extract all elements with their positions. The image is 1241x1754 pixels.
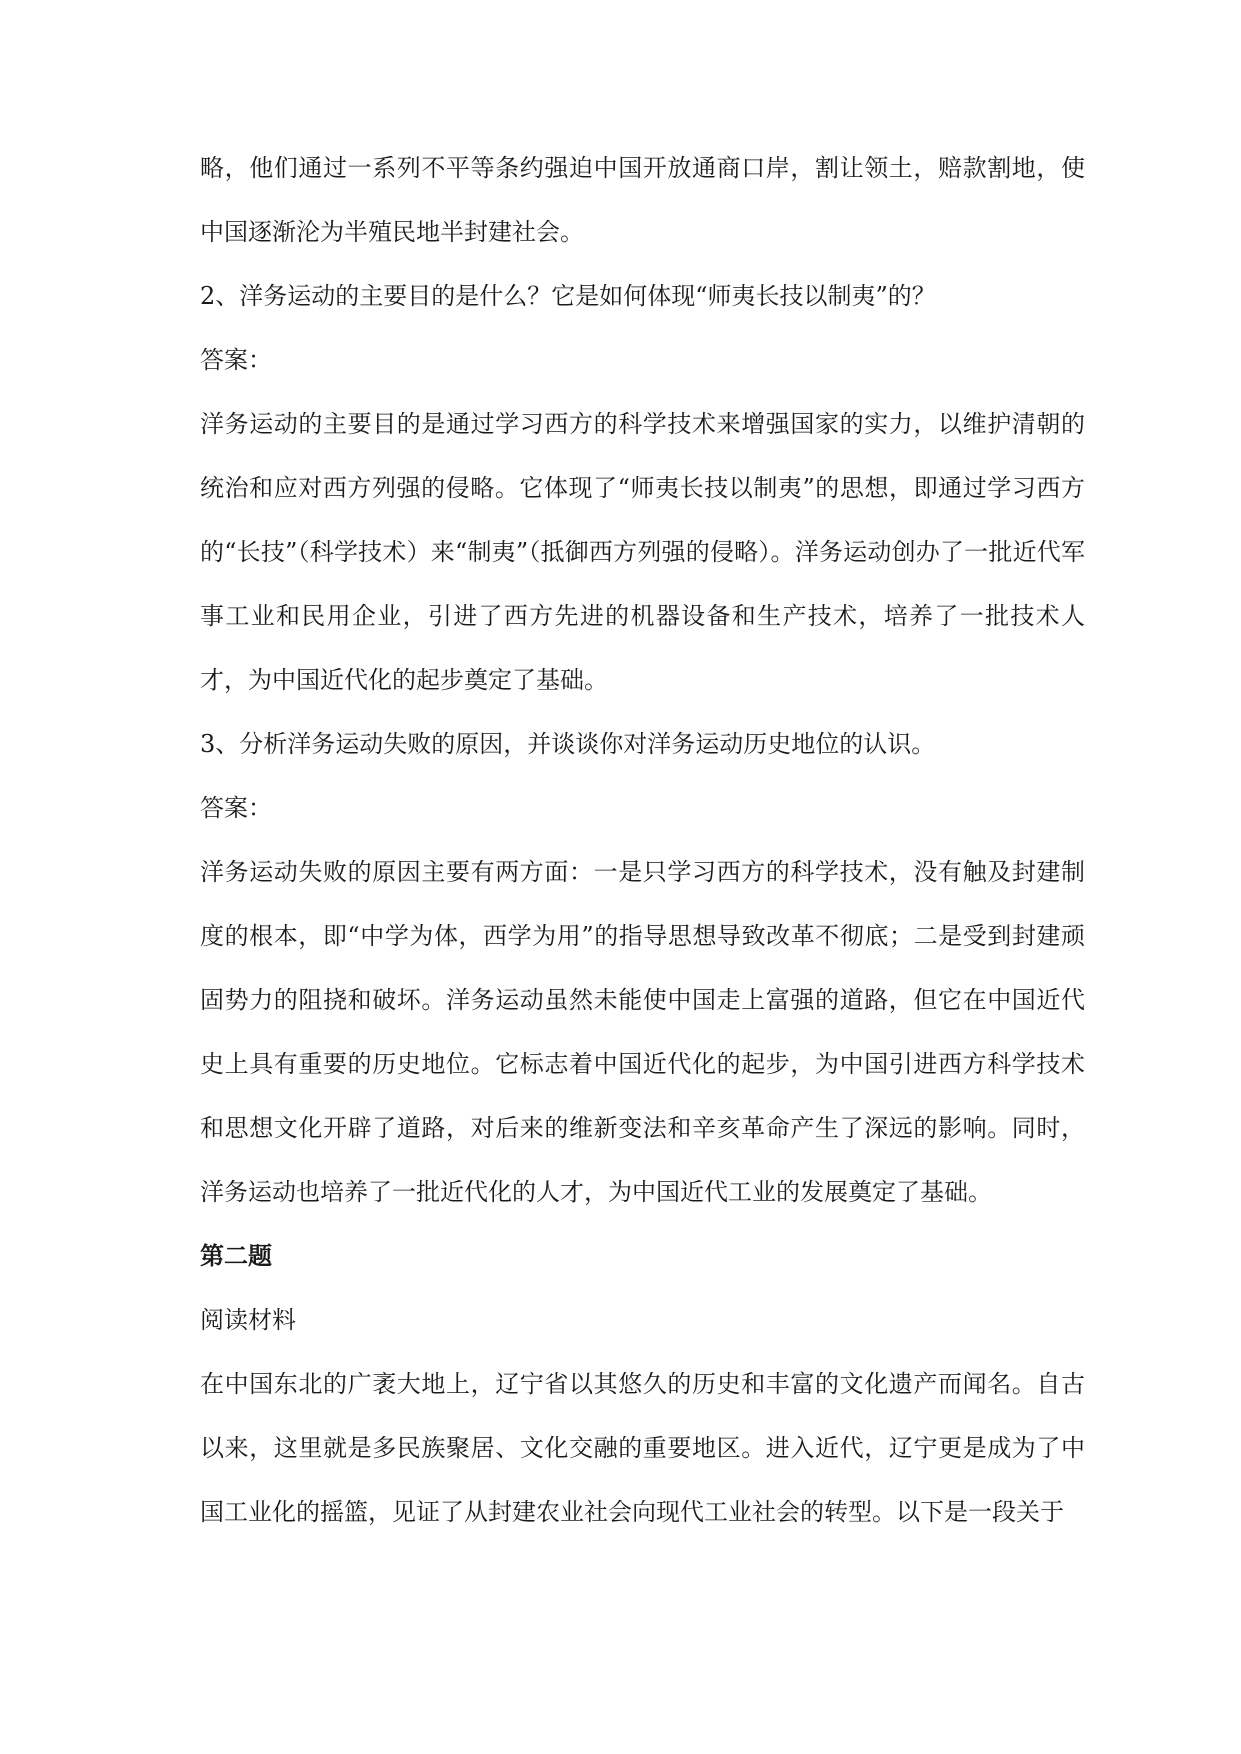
paragraph-continuation: 略，他们通过一系列不平等条约强迫中国开放通商口岸，割让领土，赔款割地，使中国逐渐沦为半殖民地半封建社会。 <box>200 154 1085 246</box>
answer-label-3: 答案： <box>200 794 272 822</box>
question-3: 3、分析洋务运动失败的原因，并谈谈你对洋务运动历史地位的认识。 <box>200 730 936 758</box>
section-heading-2: 第二题 <box>200 1242 272 1270</box>
reading-material-label: 阅读材料 <box>200 1306 296 1334</box>
document-body <box>200 136 1085 1544</box>
reading-material-text: 在中国东北的广袤大地上，辽宁省以其悠久的历史和丰富的文化遗产而闻名。自古以来，这里就是多民族聚居、文化交融的重要地区。进入近代，辽宁更是成为了中国工业化的摇篮，见证了从封建农业社会向现代工业社会的转型。以下是一段关于 <box>200 1370 1085 1526</box>
answer-3: 洋务运动失败的原因主要有两方面：一是只学习西方的科学技术，没有触及封建制度的根本，即“中学为体，西学为用”的指导思想导致改革不彻底；二是受到封建顽固势力的阻挠和破坏。洋务运动虽然未能使中国走上富强的道路，但它在中国近代史上具有重要的历史地位。它标志着中国近代化的起步，为中国引进西方科学技术和思想文化开辟了道路，对后来的维新变法和辛亥革命产生了深远的影响。同时，洋务运动也培养了一批近代化的人才，为中国近代工业的发展奠定了基础。 <box>200 858 1085 1206</box>
question-2: 2、洋务运动的主要目的是什么？它是如何体现“师夷长技以制夷”的？ <box>200 282 936 310</box>
answer-label-2: 答案： <box>200 346 272 374</box>
answer-2: 洋务运动的主要目的是通过学习西方的科学技术来增强国家的实力，以维护清朝的统治和应对西方列强的侵略。它体现了“师夷长技以制夷”的思想，即通过学习西方的“长技”（科学技术）来“制夷”（抵御西方列强的侵略）。洋务运动创办了一批近代军事工业和民用企业，引进了西方先进的机器设备和生产技术，培养了一批技术人才，为中国近代化的起步奠定了基础。 <box>200 410 1085 694</box>
